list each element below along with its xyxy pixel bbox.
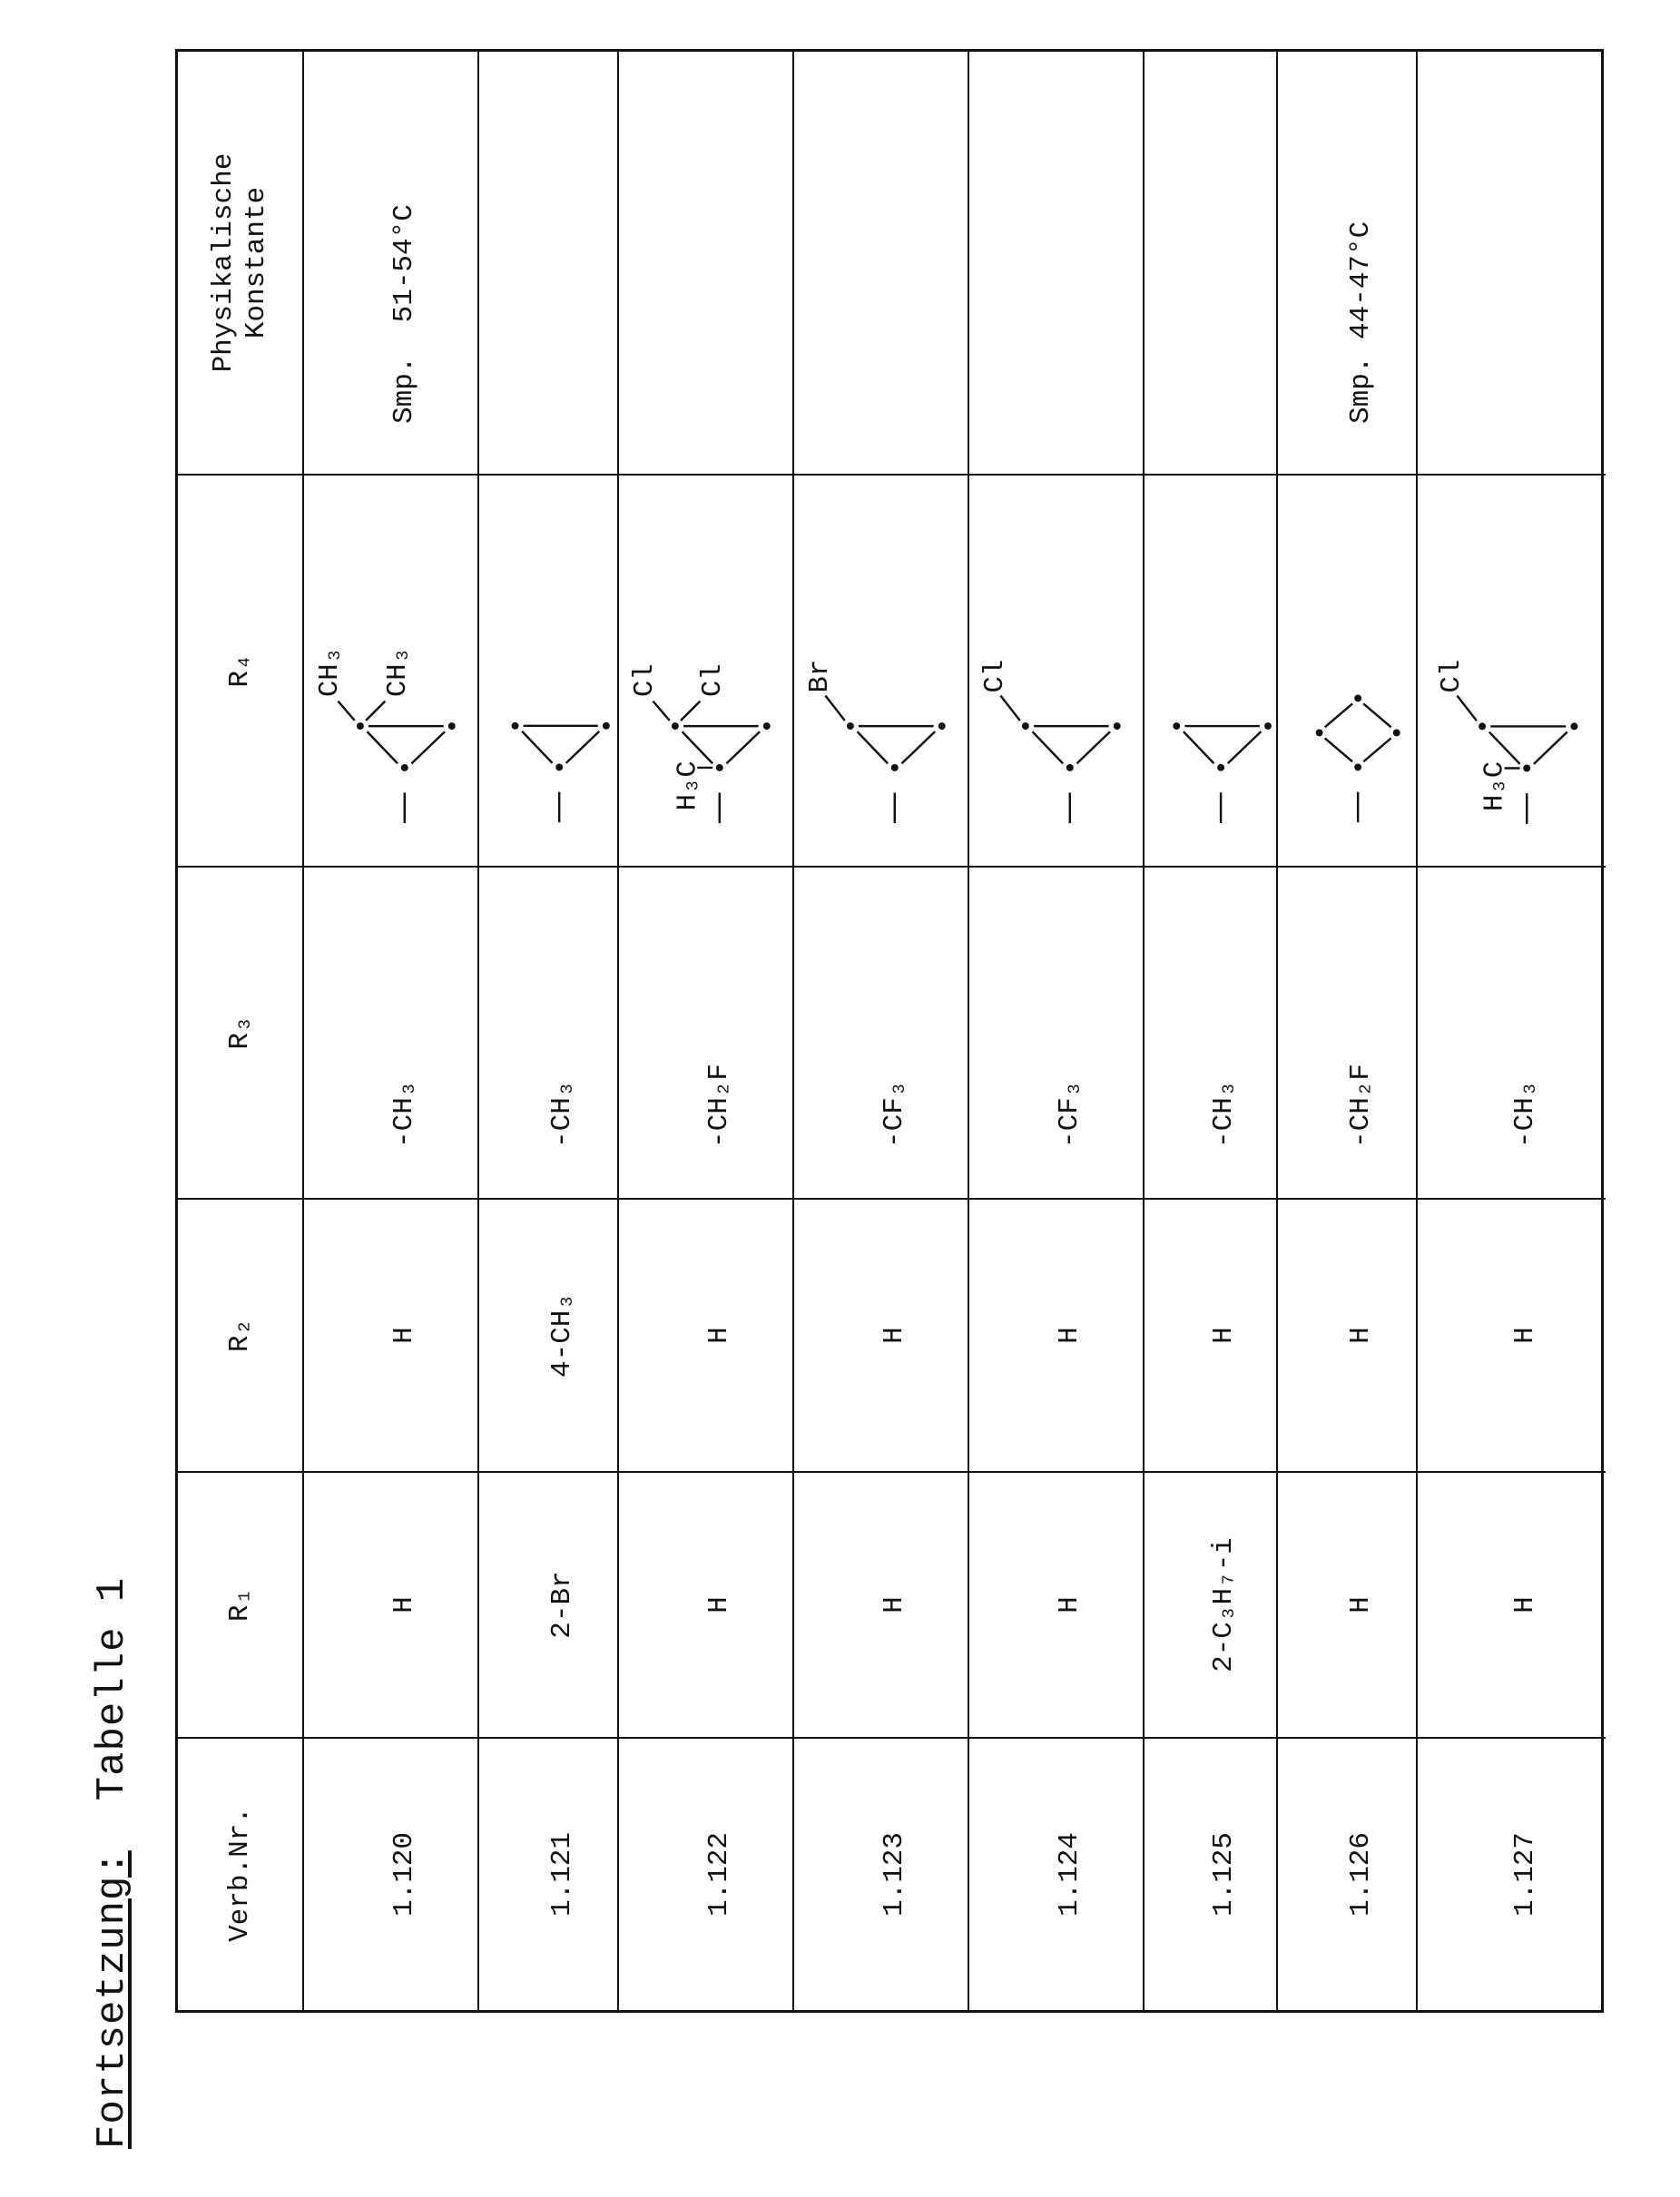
ring-bond xyxy=(1184,731,1214,763)
r3-value: -CH₃ xyxy=(1208,1081,1240,1148)
ring-bond xyxy=(858,731,889,763)
verb-nr-cell xyxy=(1418,1737,1606,2010)
substituent-bond xyxy=(681,701,700,721)
ring-atom-dot xyxy=(448,722,456,730)
ring-atom-dot xyxy=(1022,722,1029,730)
substituent-label: H₃C xyxy=(1479,761,1511,811)
verb-nr-value: 1.126 xyxy=(1345,1832,1377,1917)
structure-diagram xyxy=(619,476,792,866)
r1-cell xyxy=(1418,1471,1606,1737)
r1-cell xyxy=(969,1471,1145,1737)
r1-value: H xyxy=(1054,1596,1086,1613)
structure-diagram xyxy=(969,476,1143,866)
ring-bond xyxy=(1489,732,1520,764)
r1-cell xyxy=(304,1471,479,1737)
r4-cell xyxy=(619,474,794,866)
header-physical-constant xyxy=(178,52,304,474)
ring-bond xyxy=(1325,703,1352,727)
header-verb-nr xyxy=(178,1737,304,2010)
verb-nr-cell xyxy=(479,1737,619,2010)
ring-bond xyxy=(683,731,713,763)
r3-cell xyxy=(619,866,794,1198)
r3-value: -CF₃ xyxy=(879,1081,910,1148)
verb-nr-cell xyxy=(969,1737,1145,2010)
verb-nr-cell xyxy=(1278,1737,1418,2010)
ring-atom-dot xyxy=(938,722,946,730)
ring-bond xyxy=(901,731,935,763)
verb-nr-cell xyxy=(304,1737,479,2010)
r3-value: -CH₃ xyxy=(1509,1081,1541,1148)
verb-nr-value: 1.123 xyxy=(879,1832,910,1917)
substituent-label: Cl xyxy=(630,663,661,697)
r4-cell xyxy=(1278,474,1418,866)
r1-cell xyxy=(1145,1471,1278,1737)
caption-title: Tabelle 1 xyxy=(90,1577,135,1801)
header-label: R₃ xyxy=(224,1015,257,1049)
ring-atom-dot xyxy=(1217,764,1224,771)
ring-bond xyxy=(1363,703,1390,727)
ring-atom-dot xyxy=(357,722,364,730)
verb-nr-value: 1.127 xyxy=(1509,1832,1541,1917)
ring-atom-dot xyxy=(555,763,563,770)
r2-value: H xyxy=(1054,1327,1086,1344)
physical-constant-value: Smp. 51-54°C xyxy=(388,204,420,424)
physical-constant-cell xyxy=(969,52,1145,474)
structure-diagram xyxy=(304,476,477,866)
substituent-bond xyxy=(366,701,385,721)
r3-cell xyxy=(1278,866,1418,1198)
r2-cell xyxy=(1278,1198,1418,1471)
r3-cell xyxy=(969,866,1145,1198)
substituent-label: H₃C xyxy=(673,760,703,810)
r3-value: -CF₃ xyxy=(1054,1081,1086,1148)
r2-value: H xyxy=(703,1327,735,1344)
r3-cell xyxy=(304,866,479,1198)
r4-cell xyxy=(969,474,1145,866)
physical-constant-cell xyxy=(1278,52,1418,474)
r3-cell xyxy=(479,866,619,1198)
substituent-bond xyxy=(1457,696,1476,721)
ring-atom-dot xyxy=(763,722,771,730)
header-r3 xyxy=(178,866,304,1198)
header-label: R₁ xyxy=(224,1588,257,1622)
ring-atom-dot xyxy=(1264,722,1272,730)
r1-value: H xyxy=(1509,1596,1541,1613)
r2-cell xyxy=(1145,1198,1278,1471)
ring-atom-dot xyxy=(1393,729,1400,736)
r1-cell xyxy=(619,1471,794,1737)
ring-atom-dot xyxy=(1523,765,1530,772)
r2-cell xyxy=(619,1198,794,1471)
ring-bond xyxy=(1033,731,1064,763)
header-label: R₄ xyxy=(224,653,257,687)
ring-atom-dot xyxy=(603,722,610,730)
structure-diagram xyxy=(1278,476,1416,866)
r4-cell xyxy=(479,474,619,866)
verb-nr-cell xyxy=(1145,1737,1278,2010)
r1-value: H xyxy=(879,1596,910,1613)
ring-bond xyxy=(566,731,599,763)
substituent-bond xyxy=(1000,696,1019,721)
substituent-label: Br xyxy=(805,660,836,693)
r2-value: 4-CH₃ xyxy=(546,1293,578,1378)
r2-cell xyxy=(969,1198,1145,1471)
header-label-line1: Physikalische xyxy=(208,153,241,373)
structure-diagram xyxy=(1145,476,1276,866)
r3-cell xyxy=(1418,866,1606,1198)
ring-bond xyxy=(411,731,445,763)
r2-cell xyxy=(479,1198,619,1471)
verb-nr-cell xyxy=(619,1737,794,2010)
r4-cell xyxy=(1145,474,1278,866)
physical-constant-cell xyxy=(619,52,794,474)
physical-constant-cell xyxy=(1418,52,1606,474)
substituent-bond xyxy=(338,701,354,721)
ring-atom-dot xyxy=(512,722,519,730)
r2-value: H xyxy=(1208,1327,1240,1344)
physical-constant-cell xyxy=(479,52,619,474)
substituent-bond xyxy=(825,696,844,721)
header-label-line2: Konstante xyxy=(241,187,273,338)
ring-atom-dot xyxy=(1173,722,1180,730)
r2-value: H xyxy=(388,1327,420,1344)
physical-constant-cell xyxy=(794,52,969,474)
header-label: R₂ xyxy=(224,1319,257,1352)
r1-value: 2-Br xyxy=(546,1571,578,1638)
r1-cell xyxy=(479,1471,619,1737)
ring-atom-dot xyxy=(891,764,899,771)
physical-constant-cell xyxy=(304,52,479,474)
ring-atom-dot xyxy=(1114,722,1121,730)
physical-constant-cell xyxy=(1145,52,1278,474)
verb-nr-value: 1.122 xyxy=(703,1832,735,1917)
ring-bond xyxy=(726,731,760,763)
structure-diagram xyxy=(794,476,968,866)
r2-cell xyxy=(1418,1198,1606,1471)
r1-value: H xyxy=(703,1596,735,1613)
substituent-label: Cl xyxy=(980,660,1011,693)
substituent-label: Cl xyxy=(698,663,729,697)
verb-nr-value: 1.124 xyxy=(1054,1832,1086,1917)
ring-atom-dot xyxy=(1570,722,1577,730)
ring-bond xyxy=(1228,731,1262,763)
r3-value: -CH₃ xyxy=(388,1081,420,1148)
r4-cell xyxy=(794,474,969,866)
substituent-label: Cl xyxy=(1436,660,1468,693)
ring-bond xyxy=(1076,731,1110,763)
ring-bond xyxy=(368,731,398,763)
ring-atom-dot xyxy=(847,722,854,730)
ring-bond xyxy=(1363,738,1390,761)
r1-cell xyxy=(1278,1471,1418,1737)
r2-cell xyxy=(304,1198,479,1471)
ring-atom-dot xyxy=(1354,694,1361,701)
ring-bond xyxy=(1534,732,1567,764)
r1-value: 2-C₃H₇-i xyxy=(1208,1537,1240,1672)
verb-nr-value: 1.120 xyxy=(388,1832,420,1917)
ring-atom-dot xyxy=(1479,722,1486,730)
r3-value: -CH₂F xyxy=(1345,1064,1377,1148)
table-grid xyxy=(178,52,1601,2010)
structure-diagram xyxy=(479,476,617,866)
ring-atom-dot xyxy=(1354,763,1361,770)
verb-nr-value: 1.121 xyxy=(546,1832,578,1917)
header-r1 xyxy=(178,1471,304,1737)
ring-atom-dot xyxy=(1066,764,1074,771)
r1-cell xyxy=(794,1471,969,1737)
ring-atom-dot xyxy=(672,722,679,730)
table-caption xyxy=(89,1459,136,2149)
r4-cell xyxy=(1418,474,1606,866)
r1-value: H xyxy=(1345,1596,1377,1613)
structure-diagram xyxy=(1418,476,1606,866)
substituent-label: CH₃ xyxy=(383,647,414,697)
ring-atom-dot xyxy=(716,764,723,771)
header-r4 xyxy=(178,474,304,866)
r2-value: H xyxy=(879,1327,910,1344)
header-r2 xyxy=(178,1198,304,1471)
caption-prefix: Fortsetzung: xyxy=(90,1850,135,2149)
verb-nr-cell xyxy=(794,1737,969,2010)
verb-nr-value: 1.125 xyxy=(1208,1832,1240,1917)
ring-atom-dot xyxy=(401,764,408,771)
compound-table xyxy=(175,49,1604,2013)
r3-value: -CH₂F xyxy=(703,1064,735,1148)
ring-atom-dot xyxy=(1316,729,1323,736)
ring-bond xyxy=(522,731,552,763)
r4-cell xyxy=(304,474,479,866)
r1-value: H xyxy=(388,1596,420,1613)
r3-cell xyxy=(794,866,969,1198)
header-label: Verb.Nr. xyxy=(224,1807,257,1942)
r3-value: -CH₃ xyxy=(546,1081,578,1148)
r3-cell xyxy=(1145,866,1278,1198)
r2-value: H xyxy=(1509,1327,1541,1344)
r2-cell xyxy=(794,1198,969,1471)
ring-bond xyxy=(1325,738,1352,761)
physical-constant-value: Smp. 44-47°C xyxy=(1345,221,1377,424)
substituent-bond xyxy=(653,701,669,721)
substituent-label: CH₃ xyxy=(315,647,346,697)
r2-value: H xyxy=(1345,1327,1377,1344)
